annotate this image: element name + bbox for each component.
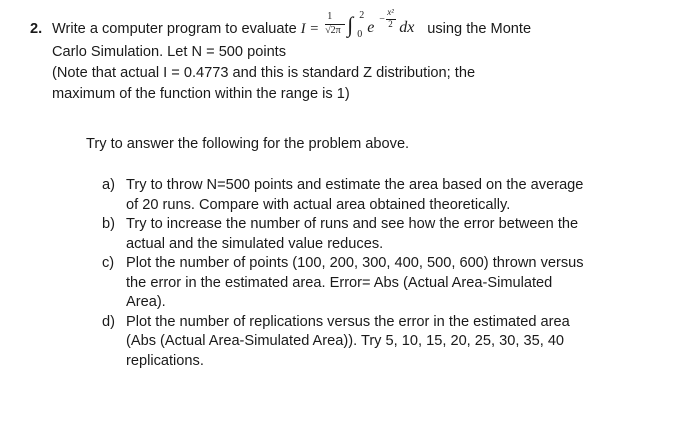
fraction-numerator: 1 bbox=[327, 11, 333, 22]
part-text bbox=[126, 254, 642, 313]
exponential-base: e bbox=[367, 19, 375, 36]
exponent-denominator: 2 bbox=[388, 19, 393, 29]
part-text-line: Try to increase the number of runs and see how the error between the bbox=[126, 216, 579, 232]
fraction-denominator: √2π bbox=[325, 25, 341, 36]
question-part-d bbox=[102, 313, 642, 372]
problem-intro-text: Write a computer program to evaluate bbox=[52, 20, 297, 37]
part-text-line: of 20 runs. Compare with actual area obtained theoretically. bbox=[126, 196, 511, 213]
part-text bbox=[126, 313, 642, 372]
integral-lower-limit: 0 bbox=[357, 29, 363, 40]
integral-upper-limit: 2 bbox=[359, 10, 365, 21]
part-letter: c) bbox=[102, 255, 115, 271]
part-letter: a) bbox=[102, 177, 115, 193]
part-text-line: the error in the estimated area. Error= Abs (Actual Area-Simulated bbox=[126, 274, 553, 291]
exponent-sign: − bbox=[379, 14, 385, 25]
part-text-line: replications. bbox=[126, 352, 204, 369]
part-text bbox=[126, 215, 642, 254]
question-part-c bbox=[102, 254, 642, 313]
part-text-line: Try to throw N=500 points and estimate the area based on the average bbox=[126, 177, 584, 193]
problem-line-2: Carlo Simulation. Let N = 500 points bbox=[52, 44, 287, 60]
part-text-line: Area). bbox=[126, 294, 166, 310]
problem-line-3: (Note that actual I = 0.4773 and this is standard Z distribution; the bbox=[52, 65, 476, 81]
integral-formula bbox=[325, 8, 421, 42]
instructions-heading: Try to answer the following for the problem above. bbox=[86, 136, 410, 152]
part-letter: b) bbox=[102, 216, 115, 232]
exponent-numerator: x² bbox=[387, 7, 394, 17]
part-text-line: Plot the number of points (100, 200, 300, 400, 500, 600) thrown versus bbox=[126, 255, 584, 271]
problem-statement bbox=[30, 7, 680, 105]
equation-lhs: I = bbox=[300, 20, 320, 37]
problem-number: 2. bbox=[30, 20, 43, 37]
part-text-line: (Abs (Actual Area-Simulated Area)). Try 5, 10, 15, 20, 25, 30, 35, 40 bbox=[126, 333, 565, 349]
part-text-line: actual and the simulated value reduces. bbox=[126, 235, 384, 252]
part-text bbox=[126, 176, 642, 215]
part-text-line: Plot the number of replications versus the error in the estimated area bbox=[126, 313, 570, 330]
question-part-a bbox=[102, 176, 642, 215]
problem-line-4: maximum of the function within the range is 1) bbox=[52, 86, 350, 102]
question-parts-list bbox=[102, 176, 642, 371]
problem-intro-suffix: using the Monte bbox=[427, 20, 532, 37]
part-letter: d) bbox=[102, 313, 115, 330]
differential: dx bbox=[399, 19, 415, 36]
question-part-b bbox=[102, 215, 642, 254]
integral-sign: ∫ bbox=[347, 12, 354, 37]
problem-line-1 bbox=[30, 7, 680, 42]
